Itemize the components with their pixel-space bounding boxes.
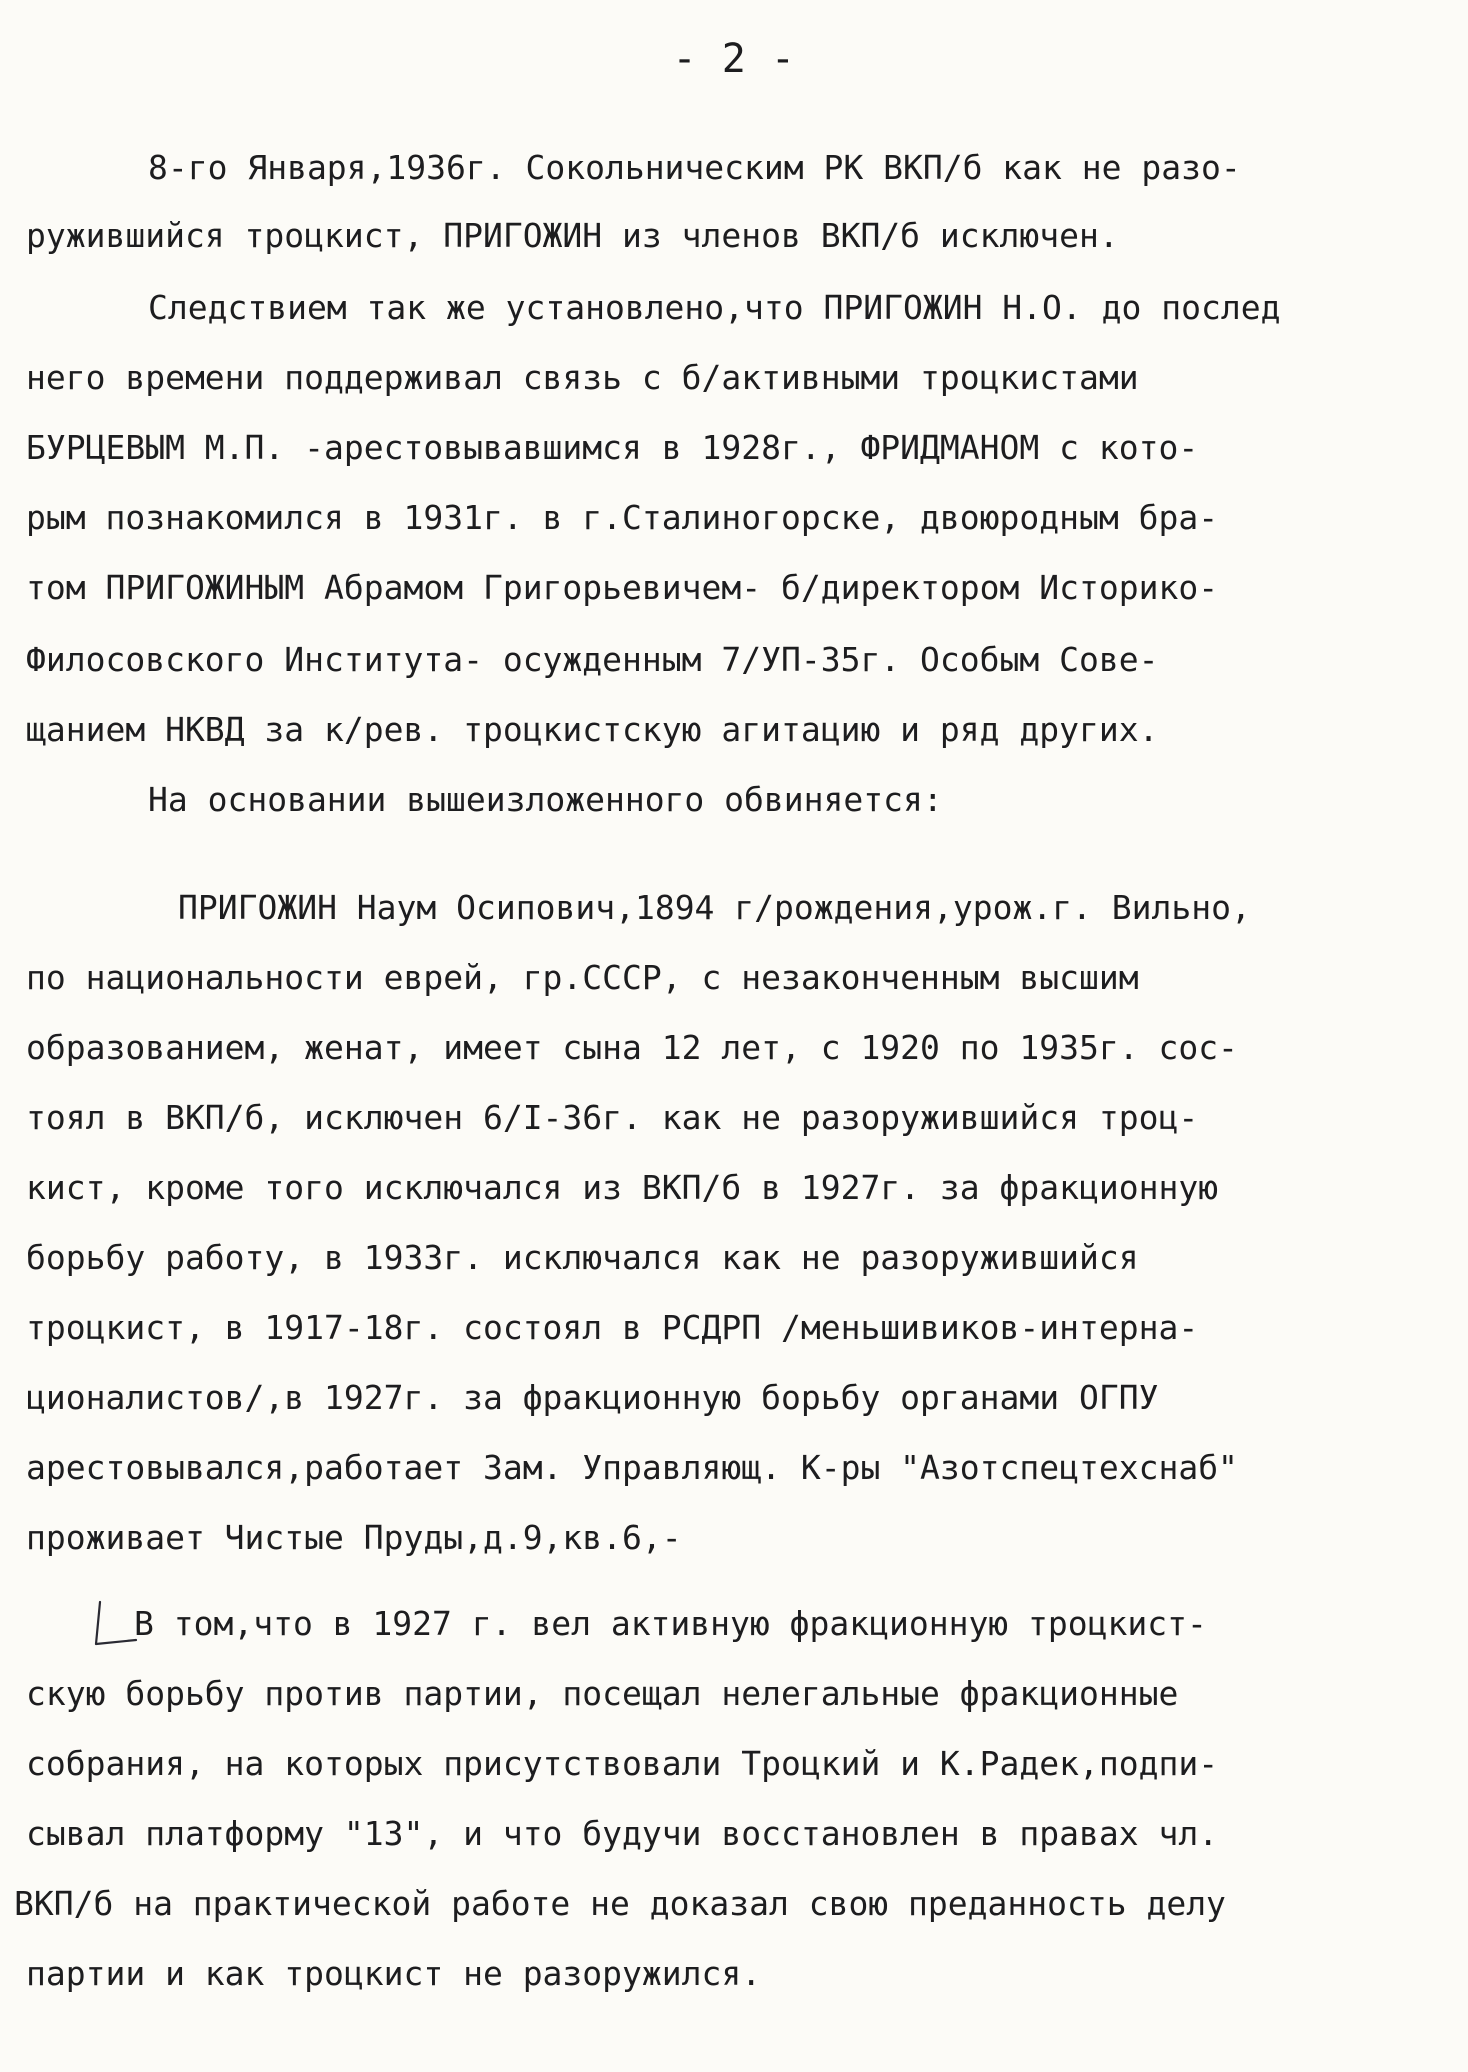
text-line: 8-го Января,1936г. Сокольническим РК ВКП/б как не разо- <box>148 148 1241 187</box>
text-line: ружившийся троцкист, ПРИГОЖИН из членов ВКП/б исключен. <box>26 216 1119 255</box>
handwritten-margin-mark-icon <box>78 1600 138 1652</box>
text-line: проживает Чистые Пруды,д.9,кв.6,- <box>26 1518 682 1557</box>
text-line: скую борьбу против партии, посещал нелегальные фракционные <box>26 1674 1179 1713</box>
text-line: сывал платформу "13", и что будучи восстановлен в правах чл. <box>26 1814 1219 1853</box>
text-line: ПРИГОЖИН Наум Осипович,1894 г/рождения,урож.г. Вильно, <box>178 888 1251 927</box>
text-line: В том,что в 1927 г. вел активную фракционную троцкист- <box>134 1604 1207 1643</box>
text-line: тоял в ВКП/б, исключен 6/I-36г. как не разоружившийся троц- <box>26 1098 1199 1137</box>
text-line: троцкист, в 1917-18г. состоял в РСДРП /меньшивиков-интерна- <box>26 1308 1199 1347</box>
text-line: образованием, женат, имеет сына 12 лет, с 1920 по 1935г. сос- <box>26 1028 1238 1067</box>
text-line: БУРЦЕВЫМ М.П. -арестовывавшимся в 1928г., ФРИДМАНОМ с кото- <box>26 428 1199 467</box>
text-line: Следствием так же установлено,что ПРИГОЖИН Н.О. до послед <box>148 288 1281 327</box>
text-line: рым познакомился в 1931г. в г.Сталиногорске, двоюродным бра- <box>26 498 1219 537</box>
text-line: борьбу работу, в 1933г. исключался как не разоружившийся <box>26 1238 1139 1277</box>
text-line: него времени поддерживал связь с б/активными троцкистами <box>26 358 1139 397</box>
page-number: - 2 - <box>672 36 796 82</box>
text-line: щанием НКВД за к/рев. троцкистскую агитацию и ряд других. <box>26 710 1159 749</box>
text-line: На основании вышеизложенного обвиняется: <box>148 780 943 819</box>
text-line: кист, кроме того исключался из ВКП/б в 1927г. за фракционную <box>26 1168 1219 1207</box>
text-line: собрания, на которых присутствовали Троцкий и К.Радек,подпи- <box>26 1744 1219 1783</box>
text-line: ВКП/б на практической работе не доказал свою преданность делу <box>14 1884 1226 1923</box>
text-line: ционалистов/,в 1927г. за фракционную борьбу органами ОГПУ <box>26 1378 1159 1417</box>
text-line: по национальности еврей, гр.СССР, с незаконченным высшим <box>26 958 1139 997</box>
text-line: арестовывался,работает Зам. Управляющ. К-ры "Азотспецтехснаб" <box>26 1448 1238 1487</box>
text-line: том ПРИГОЖИНЫМ Абрамом Григорьевичем- б/директором Историко- <box>26 568 1219 607</box>
text-line: Филосовского Института- осужденным 7/УП-35г. Особым Сове- <box>26 640 1159 679</box>
text-line: партии и как троцкист не разоружился. <box>26 1954 762 1993</box>
